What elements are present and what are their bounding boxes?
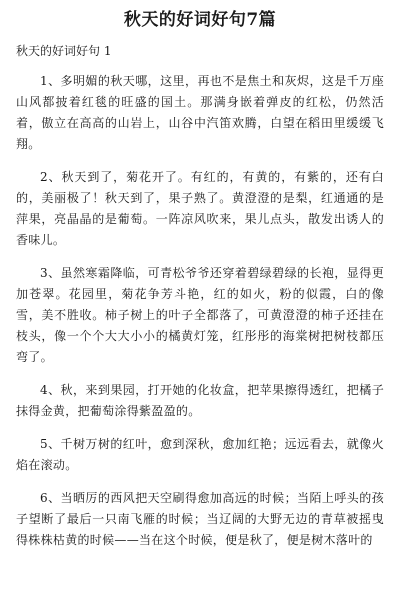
document-title: 秋天的好词好句7篇 [123,10,277,30]
paragraph-3: 3、虽然寒霜降临，可青松爷爷还穿着碧绿碧绿的长袍，显得更加苍翠。花园里，菊花争芳斗艳，红的如火，粉的似霞，白的像雪，美不胜收。柿子树上的叶子全都落了，可黄澄澄的柿子还挂在枝头，像一个个大大小小的橘黄灯笼，红彤彤的海棠树把树枝都压弯了。 [16,266,384,364]
paragraph-5: 5、千树万树的红叶，愈到深秋，愈加红艳；远远看去，就像火焰在滚动。 [16,437,384,472]
section-heading: 秋天的好词好句 1 [16,44,112,58]
paragraph-6: 6、当晒厉的西风把天空刷得愈加高远的时候；当陌上呼头的孩子望断了最后一只南飞雁的时候；当辽阔的大野无边的青草被摇曳得株株枯黄的时候——当在这个时候，便是秋了，便是树木落叶的 [16,491,384,547]
paragraph-1: 1、多明媚的秋天哪，这里，再也不是焦土和灰烬，这是千万座山风都披着红毯的旺盛的国土。那满身嵌着弹皮的红松，仍然活着，傲立在高高的山岩上，山谷中汽笛欢腾，白望在稻田里缓缓飞翔。 [16,74,384,151]
paragraph-4: 4、秋，来到果园，打开她的化妆盒，把苹果擦得透红，把橘子抹得金黄，把葡萄涂得紫盈盈的。 [16,383,384,418]
paragraph-2: 2、秋天到了，菊花开了。有红的，有黄的，有紫的，还有白的，美丽极了！秋天到了，果子熟了。黄澄澄的是梨，红通通的是萍果，亮晶晶的是葡萄。一阵凉风吹来，果儿点头，散发出诱人的香味儿。 [16,170,384,247]
